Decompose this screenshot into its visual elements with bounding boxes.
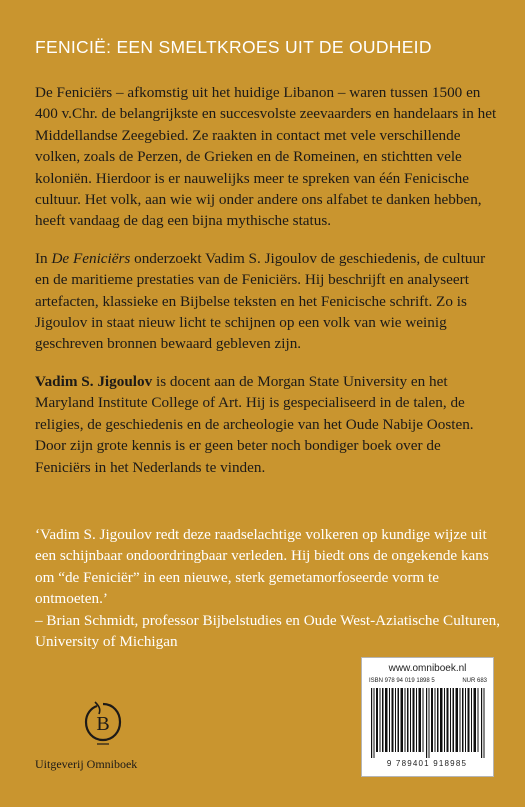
nur-label: NUR 683 bbox=[462, 678, 487, 684]
quote-attribution: – Brian Schmidt, professor Bijbelstudies en Oude West-Aziatische Culturen, University of Michigan bbox=[35, 611, 501, 651]
author-bio-paragraph bbox=[35, 371, 498, 478]
barcode-digits: 9 789401 918985 bbox=[386, 759, 468, 768]
intro-paragraph: De Feniciërs – afkomstig uit het huidige Libanon – waren tussen 1500 en 400 v.Chr. de belangrijkste en succesvolste zeevaarders en handelaars in het Middellandse Zeegebied. Ze raakten in contact met vele verschillende volken, zoals de Perzen, de Grieken en de Romeinen, en stichtten vele koloniën. Hierdoor is er nauwelijks meer te spreken van één Fenicische cultuur. Het volk, aan wie wij onder andere ons alfabet te danken hebben, heeft vandaag de dag een bijna mythische status. bbox=[35, 84, 497, 230]
barcode-bars bbox=[369, 688, 487, 758]
publisher-url: www.omniboek.nl bbox=[388, 663, 467, 674]
quote-text: ‘Vadim S. Jigoulov redt deze raadselachtige volkeren op kundige wijze uit een schijnbaar ondoordringbaar verleden. Hij biedt ons de ongekende kans om “de Feniciër” in een nieuwe, sterk gemetamorfoseerde vorm te ontmoeten.’ bbox=[35, 526, 489, 608]
barcode-panel bbox=[361, 657, 494, 777]
book-title-italic: De Feniciërs bbox=[51, 249, 131, 267]
book-summary-paragraph bbox=[35, 248, 498, 355]
isbn-row bbox=[369, 678, 487, 684]
cover-heading: FENICIË: EEN SMELTKROES UIT DE OUDHEID bbox=[35, 37, 432, 57]
author-bio-text: is docent aan de Morgan State University en het Maryland Institute College of Art. Hij is gespecialiseerd in de talen, de religies, de geschiedenis en de archeologie van het Oude Nabije Oosten. Door zijn grote kennis is er geen beter noch bondiger boek over de Feniciërs in het Nederlands te vinden. bbox=[35, 372, 474, 476]
endorsement-quote bbox=[35, 524, 505, 652]
blurb-body bbox=[35, 82, 498, 494]
summary-text: onderzoekt Vadim S. Jigoulov de geschiedenis, de cultuur en de maritieme prestaties van de Feniciërs. Hij beschrijft en analyseert artefacten, klassieke en Bijbelse teksten en het Fenicische schrift. Zo is Jigoulov in staat nieuw licht te schijnen op een volk van wie weinig geschreven bronnen bewaard gebleven zijn. bbox=[35, 249, 486, 353]
author-name: Vadim S. Jigoulov bbox=[35, 372, 153, 390]
publisher-name: Uitgeverij Omniboek bbox=[35, 757, 138, 771]
isbn-label: ISBN 978 94 019 1898 5 bbox=[369, 678, 435, 684]
summary-lead: In bbox=[35, 249, 52, 267]
publisher-logo bbox=[35, 700, 175, 780]
logo-letter: B bbox=[96, 713, 110, 735]
omniboek-logo-icon bbox=[83, 700, 123, 752]
